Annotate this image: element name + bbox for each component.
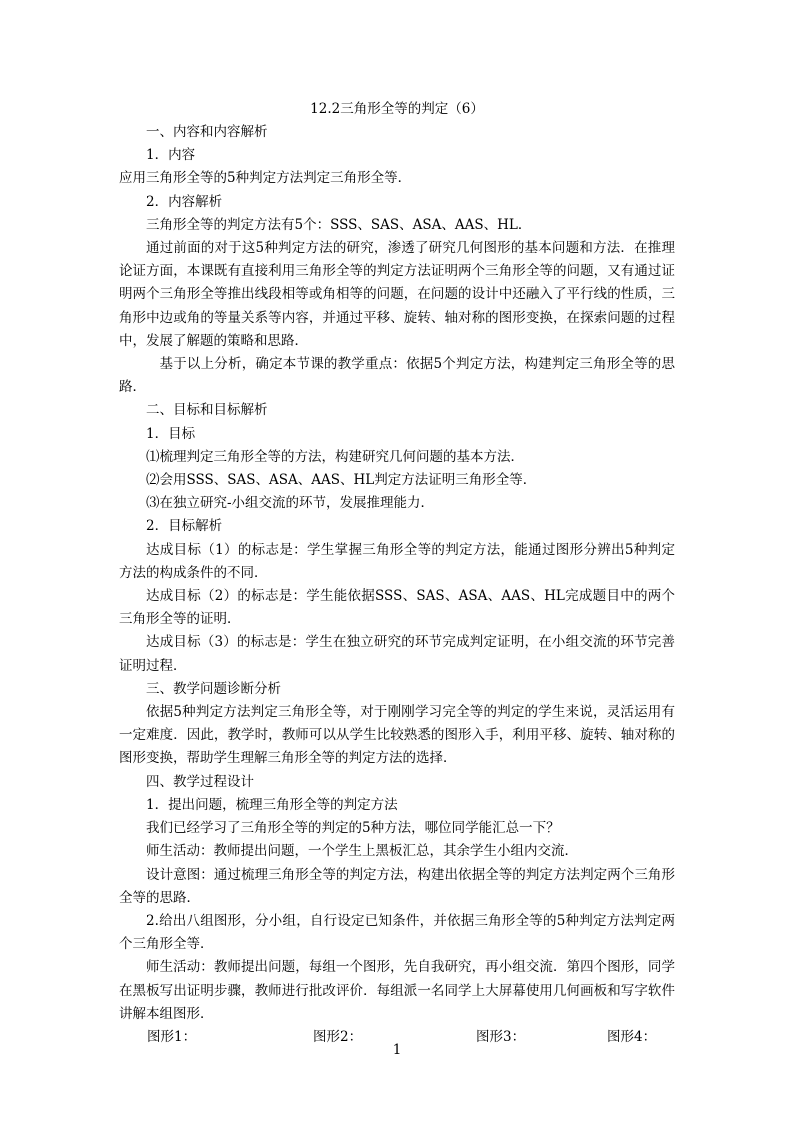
document-body [119,98,675,1049]
subheading-content-analysis: 2．内容解析 [146,193,223,210]
section-heading-2: 二、目标和目标解析 [146,402,268,419]
page-number: 1 [392,1042,402,1058]
document-title: 12.2三角形全等的判定（6） [310,101,484,117]
paragraph-methods: 三角形全等的判定方法有5个：SSS、SAS、ASA、AAS、HL． [146,216,532,233]
goal-item-3: ⑶在独立研究-小组交流的环节，发展推理能力． [146,495,435,512]
paragraph-activity-2: 师生活动：教师提出问题，每组一个图形，先自我研究，再小组交流．第四个图形，同学在黑板写出证明步骤，教师进行批改评价．每组派一名同学上大屏幕使用几何画板和写字软件讲解本组图形． [119,959,675,1022]
subheading-content: 1．内容 [146,147,196,164]
subheading-goals: 1．目标 [146,425,196,442]
goal-analysis-3: 达成目标（3）的标志是：学生在独立研究的环节完成判定证明，在小组交流的环节完善证明过程． [119,634,675,674]
subheading-goal-analysis: 2．目标解析 [146,518,223,535]
paragraph-design-intent: 设计意图：通过梳理三角形全等的判定方法，构建出依据全等的判定方法判定两个三角形全等的思路． [119,866,675,906]
section-heading-3: 三、教学问题诊断分析 [146,680,281,697]
figure-label-3: 图形3： [476,1028,526,1045]
paragraph-question: 我们已经学习了三角形全等的判定的5种方法，哪位同学能汇总一下？ [146,820,560,837]
step-heading-1: 1．提出问题，梳理三角形全等的判定方法 [146,796,398,813]
paragraph-analysis: 通过前面的对于这5种判定方法的研究，渗透了研究几何图形的基本问题和方法．在推理论证方面，本课既有直接利用三角形全等的判定方法证明两个三角形全等的问题，又有通过证明两个三角形全等推出线段相等或角相等的问题，在问题的设计中还融入了平行线的性质，三角形中边或角的等量关系等内容，并通过平移、旋转、轴对称的图形变换，在探索问题的过程中，发展了解题的策略和思路． [119,240,675,349]
section-heading-1: 一、内容和内容解析 [146,124,268,140]
goal-item-2: ⑵会用SSS、SAS、ASA、AAS、HL判定方法证明三角形全等． [146,472,537,489]
section-heading-4: 四、教学过程设计 [146,773,254,790]
goal-analysis-1: 达成目标（1）的标志是：学生掌握三角形全等的判定方法，能通过图形分辨出5种判定方法的构成条件的不同． [119,541,675,581]
paragraph-activity-1: 师生活动：教师提出问题，一个学生上黑板汇总，其余学生小组内交流． [146,843,578,860]
paragraph-content: 应用三角形全等的5种判定方法判定三角形全等． [119,170,412,187]
figure-label-4: 图形4： [607,1028,657,1045]
goal-item-1: ⑴梳理判定三角形全等的方法，构建研究几何问题的基本方法． [146,448,524,465]
figure-label-1: 图形1： [147,1028,197,1045]
paragraph-diagnosis: 依据5种判定方法判定三角形全等，对于刚刚学习完全等的判定的学生来说，灵活运用有一定难度．因此，教学时，教师可以从学生比较熟悉的图形入手，利用平移、旋转、轴对称的图形变换，帮助学生理解三角形全等的判定方法的选择． [119,704,675,767]
goal-analysis-2: 达成目标（2）的标志是：学生能依据SSS、SAS、ASA、AAS、HL完成题目中的两个三角形全等的证明． [119,588,675,628]
paragraph-key-point: 基于以上分析，确定本节课的教学重点：依据5个判定方法，构建判定三角形全等的思路． [119,356,675,396]
figure-label-2: 图形2： [313,1028,363,1045]
step-heading-2: 2.给出八组图形，分小组，自行设定已知条件，并依据三角形全等的5种判定方法判定两个三角形全等． [119,912,675,953]
